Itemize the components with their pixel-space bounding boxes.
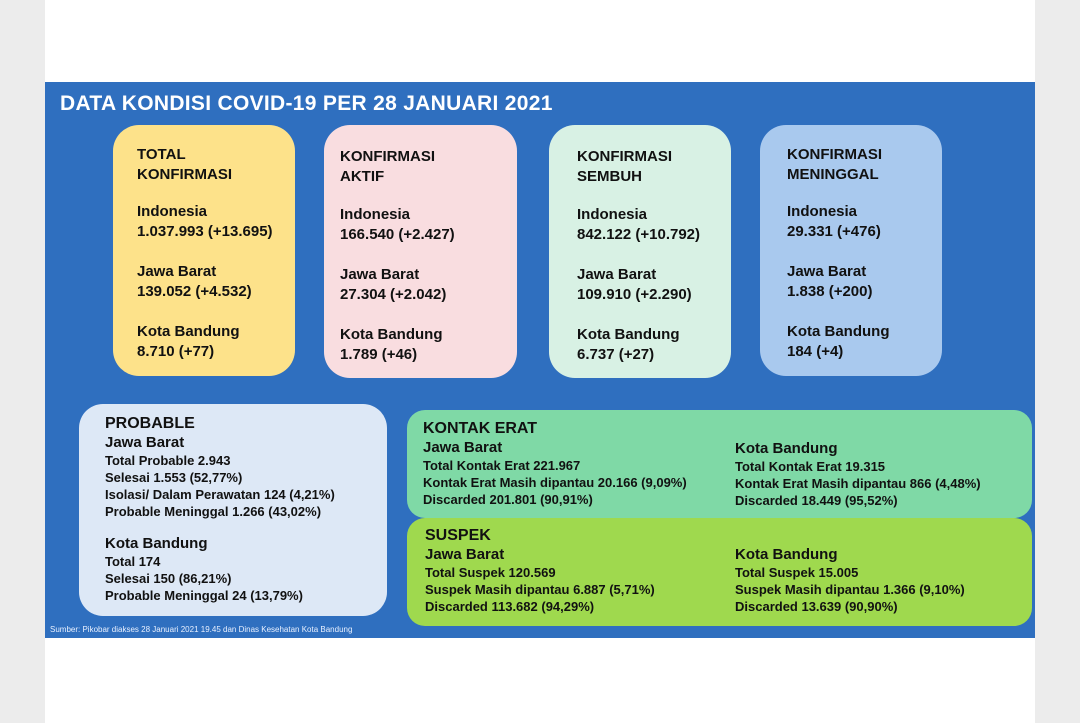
probable-panel [79,404,387,616]
section-title: PROBABLE [105,415,195,432]
region-label: Indonesia [340,206,411,223]
stat-line: Total Probable 2.943 [105,453,231,468]
section-title: SUSPEK [425,527,491,544]
region-label: Jawa Barat [787,263,867,280]
card-header: TOTAL [137,146,186,163]
region-title: Jawa Barat [423,439,503,456]
card-total-konfirmasi [113,125,295,376]
stat-line: Discarded 113.682 (94,29%) [425,599,595,614]
stat-line: Kontak Erat Masih dipantau 866 (4,48%) [735,476,981,491]
stat-line: Total Kontak Erat 19.315 [735,459,886,474]
stat-line: Discarded 18.449 (95,52%) [735,493,898,508]
region-label: Indonesia [787,203,858,220]
stat-line: Kontak Erat Masih dipantau 20.166 (9,09%) [423,475,687,490]
stat-line: Probable Meninggal 24 (13,79%) [105,588,303,603]
stat-line: Total Kontak Erat 221.967 [423,458,581,473]
region-label: Kota Bandung [787,323,890,340]
region-label: Indonesia [137,203,208,220]
suspek-panel [407,518,1032,626]
stat-line: Total Suspek 15.005 [735,565,859,580]
region-value: 1.838 (+200) [787,283,873,300]
region-label: Kota Bandung [137,323,240,340]
stat-line: Selesai 1.553 (52,77%) [105,470,243,485]
region-value: 109.910 (+2.290) [577,286,692,303]
region-value: 27.304 (+2.042) [340,286,447,303]
region-value: 166.540 (+2.427) [340,226,455,243]
stat-line: Selesai 150 (86,21%) [105,571,232,586]
region-title: Kota Bandung [735,440,838,457]
stat-line: Suspek Masih dipantau 6.887 (5,71%) [425,582,655,597]
stat-line: Total 174 [105,554,161,569]
region-label: Jawa Barat [340,266,420,283]
card-header: KONFIRMASI [137,166,232,183]
card-header: SEMBUH [577,168,643,185]
source-note: Sumber: Pikobar diakses 28 Januari 2021 19.45 dan Dinas Kesehatan Kota Bandung [50,625,353,634]
region-label: Jawa Barat [137,263,217,280]
region-value: 139.052 (+4.532) [137,283,252,300]
stat-line: Discarded 13.639 (90,90%) [735,599,898,614]
card-konfirmasi-sembuh [549,125,731,378]
card-header: AKTIF [340,168,385,185]
region-value: 29.331 (+476) [787,223,881,240]
region-label: Kota Bandung [577,326,680,343]
region-label: Jawa Barat [577,266,657,283]
region-value: 1.037.993 (+13.695) [137,223,273,240]
stat-line: Suspek Masih dipantau 1.366 (9,10%) [735,582,965,597]
region-value: 6.737 (+27) [577,346,655,363]
region-title: Kota Bandung [105,535,208,552]
region-value: 842.122 (+10.792) [577,226,701,243]
kontak-erat-panel [407,410,1032,518]
region-value: 1.789 (+46) [340,346,418,363]
region-title: Jawa Barat [105,434,185,451]
card-header: MENINGGAL [787,166,879,183]
card-header: KONFIRMASI [577,148,672,165]
page-title: DATA KONDISI COVID-19 PER 28 JANUARI 2021 [60,92,553,115]
stat-line: Isolasi/ Dalam Perawatan 124 (4,21%) [105,487,335,502]
card-header: KONFIRMASI [340,148,435,165]
infographic-slide [45,82,1035,638]
card-header: KONFIRMASI [787,146,882,163]
stat-line: Discarded 201.801 (90,91%) [423,492,593,507]
card-konfirmasi-aktif [324,125,517,378]
section-title: KONTAK ERAT [423,420,538,437]
region-title: Jawa Barat [425,546,505,563]
region-value: 184 (+4) [787,343,844,360]
region-title: Kota Bandung [735,546,838,563]
stat-line: Total Suspek 120.569 [425,565,556,580]
region-value: 8.710 (+77) [137,343,215,360]
stat-line: Probable Meninggal 1.266 (43,02%) [105,504,322,519]
region-label: Indonesia [577,206,648,223]
card-konfirmasi-meninggal [760,125,942,376]
region-label: Kota Bandung [340,326,443,343]
